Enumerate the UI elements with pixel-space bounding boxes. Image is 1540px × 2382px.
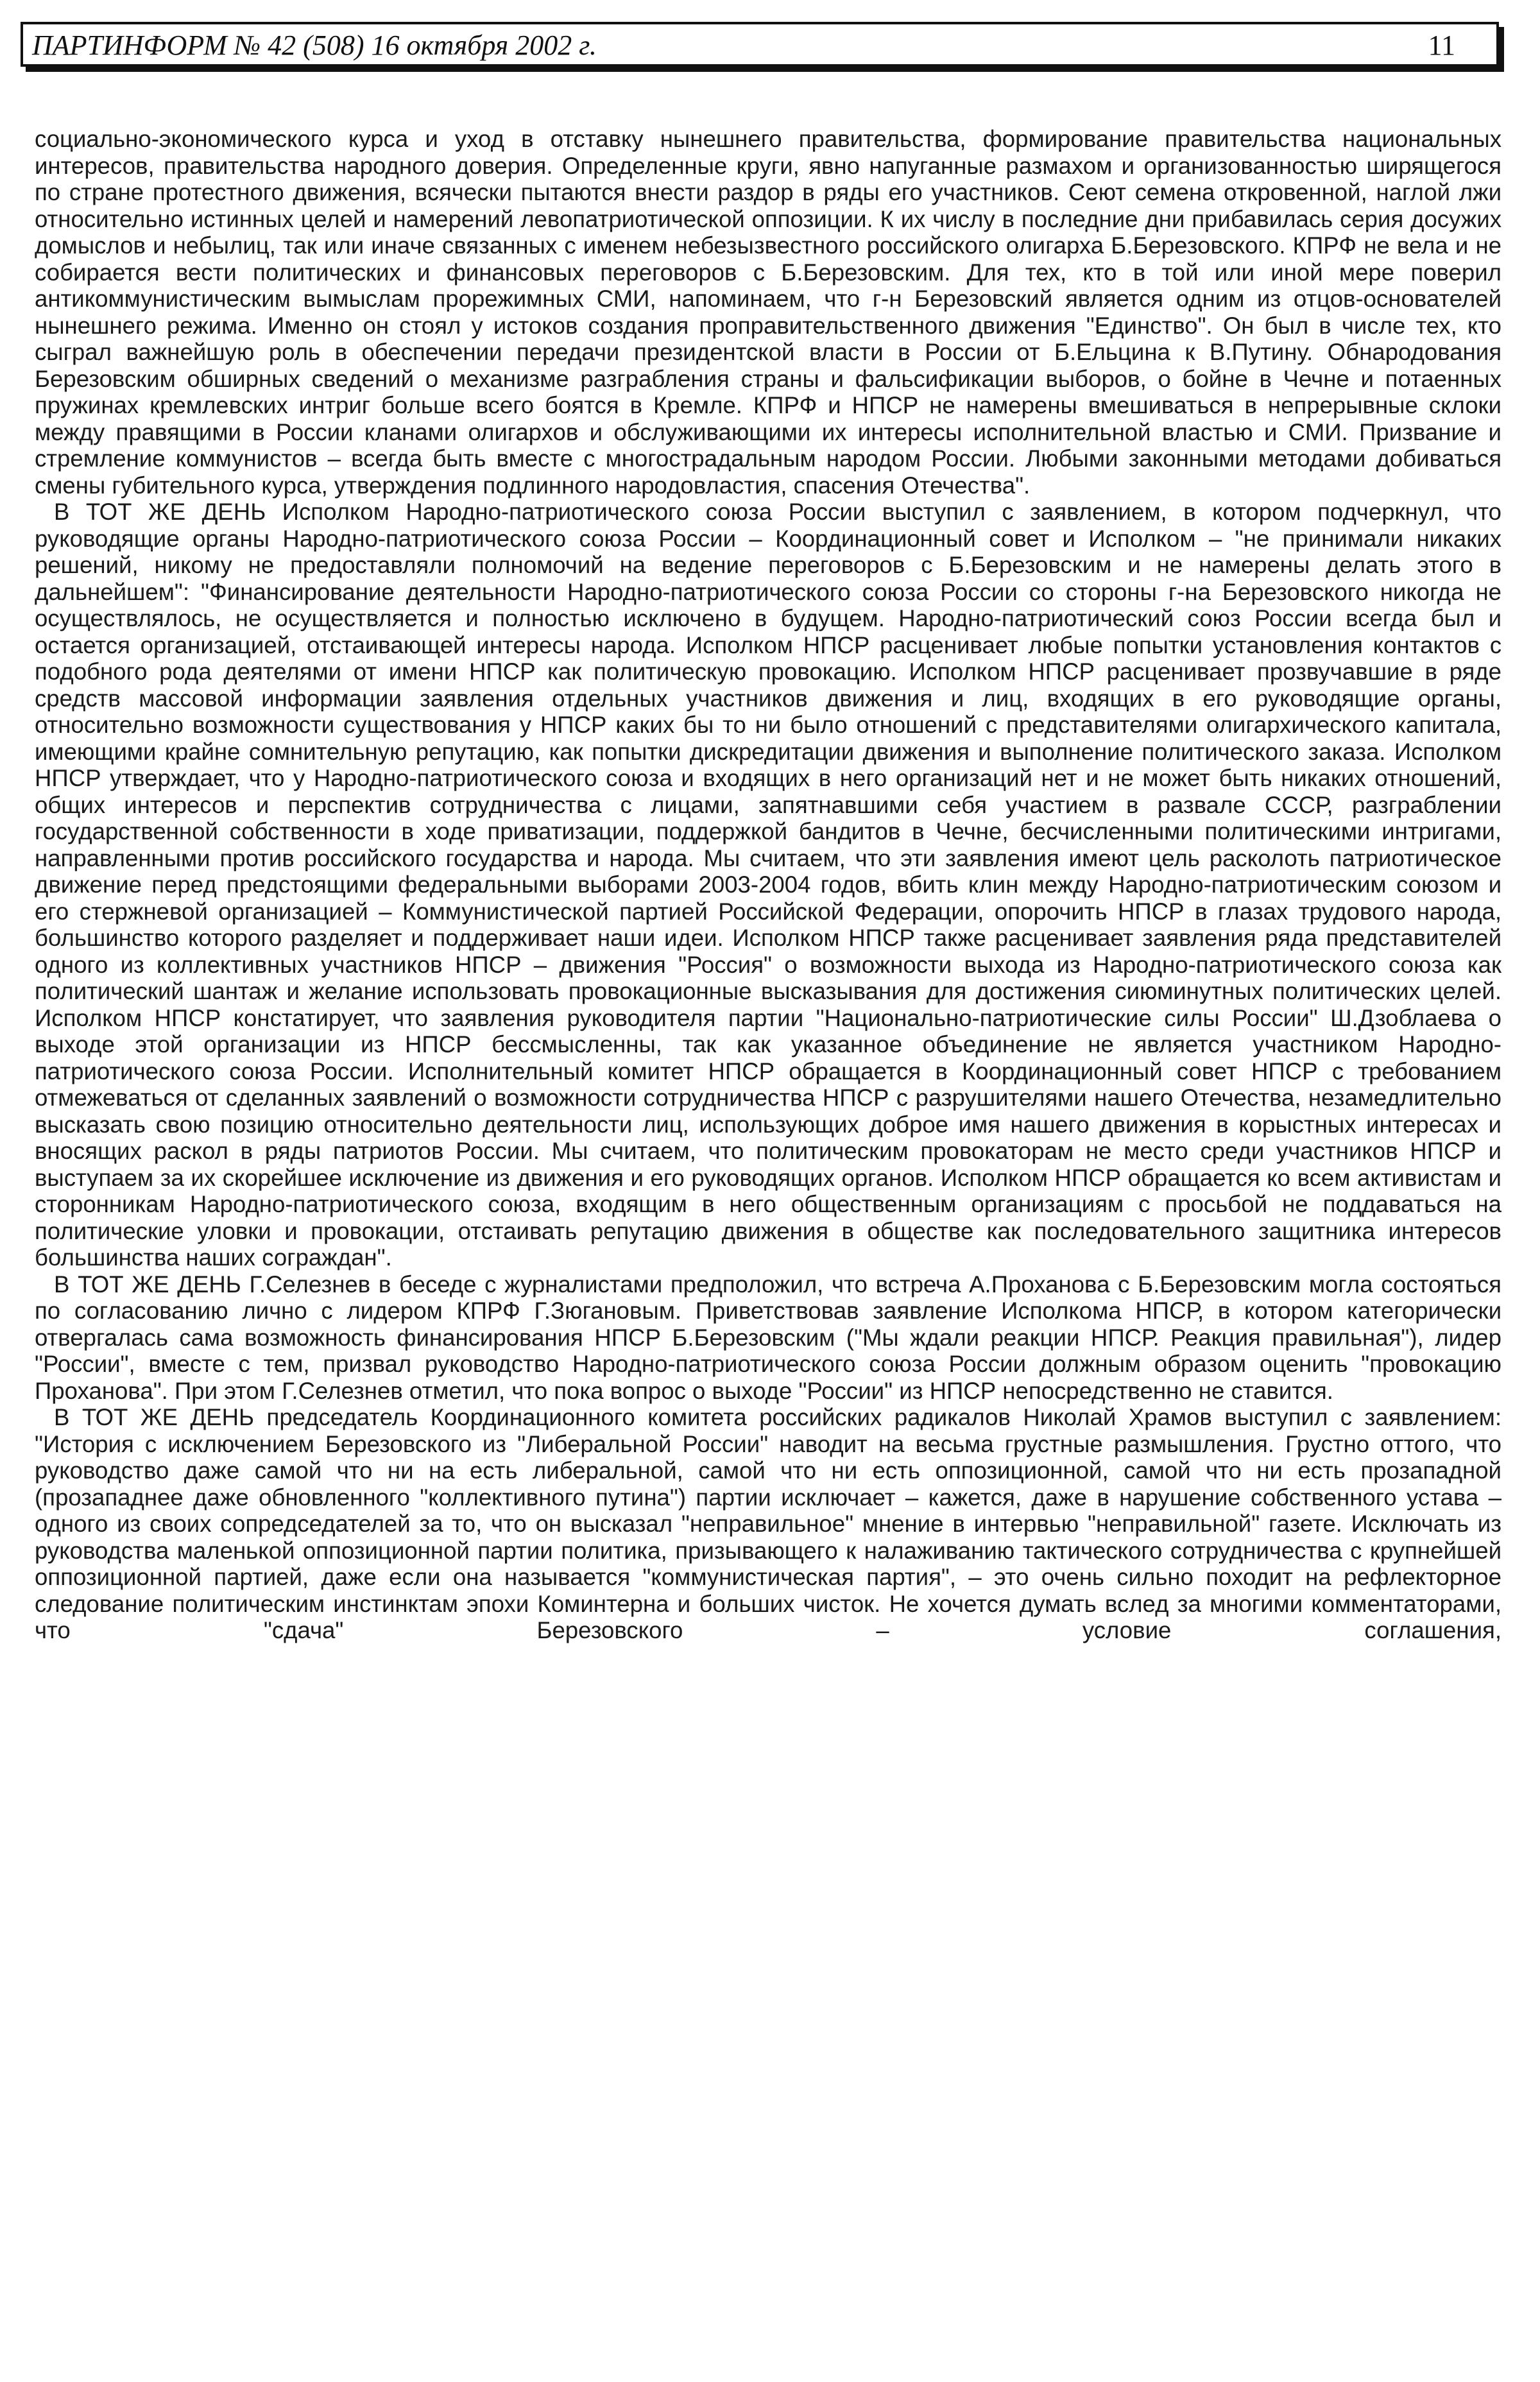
paragraph-seleznev: В ТОТ ЖЕ ДЕНЬ Г.Селезнев в беседе с журналистами предположил, что встреча А.Проханова с Б.Березовским могла состояться по согласованию лично с лидером КПРФ Г.Зюгановым. Приветствовав заявление Исполкома НПСР, в котором категорически отвергалась сама возможность финансирования НПСР Б.Березовским ("Мы ждали реакции НПСР. Реакция правильная"), лидер "России", вместе с тем, призвал руководство Народно-патриотического союза России должным образом оценить "провокацию Проханова". При этом Г.Селезнев отметил, что пока вопрос о выходе "России" из НПСР непосредственно не ставится. <box>35 1271 1502 1404</box>
publication-title: ПАРТИНФОРМ № 42 (508) 16 октября 2002 г. <box>32 30 597 61</box>
page-number: 11 <box>1428 30 1455 61</box>
article-body <box>35 126 1502 1644</box>
paragraph-npsr-statement: В ТОТ ЖЕ ДЕНЬ Исполком Народно-патриотического союза России выступил с заявлением, в котором подчеркнул, что руководящие органы Народно-патриотического союза России – Координационный совет и Исполком – "не принимали никаких решений, никому не предоставляли полномочий на ведение переговоров с Б.Березовским и не намерены делать этого в дальнейшем": "Финансирование деятельности Народно-патриотического союза России со стороны г-на Березовского никогда не осуществлялось, не осуществляется и полностью исключено в будущем. Народно-патриотический союз России всегда был и остается организацией, отстаивающей интересы народа. Исполком НПСР расценивает любые попытки установления контактов с подобного рода деятелями от имени НПСР как политическую провокацию. Исполком НПСР расценивает прозвучавшие в ряде средств массовой информации заявления отдельных участников движения и лиц, входящих в его руководящие органы, относительно возможности существования у НПСР каких бы то ни было отношений с представителями олигархического капитала, имеющими крайне сомнительную репутацию, как попытки дискредитации движения и выполнение политического заказа. Исполком НПСР утверждает, что у Народно-патриотического союза и входящих в него организаций нет и не может быть никаких отношений, общих интересов и перспектив сотрудничества с лицами, запятнавшими себя участием в развале СССР, разграблении государственной собственности в ходе приватизации, поддержкой бандитов в Чечне, бесчисленными политическими интригами, направленными против российского государства и народа. Мы считаем, что эти заявления имеют цель расколоть патриотическое движение перед предстоящими федеральными выборами 2003-2004 годов, вбить клин между Народно-патриотическим союзом и его стержневой организацией – Коммунистической партией Российской Федерации, опорочить НПСР в глазах трудового народа, большинство которого разделяет и поддерживает наши идеи. Исполком НПСР также расценивает заявления ряда представителей одного из коллективных участников НПСР – движения "Россия" о возможности выхода из Народно-патриотического союза как политический шантаж и желание использовать провокационные высказывания для достижения сиюминутных политических целей. Исполком НПСР констатирует, что заявления руководителя партии "Национально-патриотические силы России" Ш.Дзоблаева о выходе этой организации из НПСР бессмысленны, так как указанное объединение не является участником Народно-патриотического союза России. Исполнительный комитет НПСР обращается в Координационный совет НПСР с требованием отмежеваться от сделанных заявлений о возможности сотрудничества НПСР с разрушителями нашего Отечества, незамедлительно высказать свою позицию относительно деятельности лиц, использующих доброе имя нашего движения в корыстных интересах и вносящих раскол в ряды патриотов России. Мы считаем, что политическим провокаторам не место среди участников НПСР и выступаем за их скорейшее исключение из движения и его руководящих органов. Исполком НПСР обращается ко всем активистам и сторонникам Народно-патриотического союза, входящим в него общественным организациям с просьбой не поддаваться на политические уловки и провокации, отстаивать репутацию движения в обществе как последовательного защитника интересов большинства наших сограждан". <box>35 499 1502 1271</box>
paragraph-khramov: В ТОТ ЖЕ ДЕНЬ председатель Координационного комитета российских радикалов Николай Храмов выступил с заявлением: "История с исключением Березовского из "Либеральной России" наводит на весьма грустные размышления. Грустно оттого, что руководство даже самой что ни на есть либеральной, самой что ни есть оппозиционной, самой что ни есть прозападной (прозападнее даже обновленного "коллективного путина") партии исключает – кажется, даже в нарушение собственного устава – одного из своих сопредседателей за то, что он высказал "неправильное" мнение в интервью "неправильной" газете. Исключать из руководства маленькой оппозиционной партии политика, призывающего к налаживанию тактического сотрудничества с крупнейшей оппозиционной партией, даже если она называется "коммунистическая партия", – это очень сильно походит на рефлекторное следование политическим инстинктам эпохи Коминтерна и больших чисток. Не хочется думать вслед за многими комментаторами, что "сдача" Березовского – условие соглашения, <box>35 1404 1502 1643</box>
page-header <box>21 22 1499 67</box>
paragraph-intro-continued: социально-экономического курса и уход в отставку нынешнего правительства, формирование правительства национальных интересов, правительства народного доверия. Определенные круги, явно напуганные размахом и организованностью ширящегося по стране протестного движения, всячески пытаются внести раздор в ряды его участников. Сеют семена откровенной, наглой лжи относительно истинных целей и намерений левопатриотической оппозиции. К их числу в последние дни прибавилась серия досужих домыслов и небылиц, так или иначе связанных с именем небезызвестного российского олигарха Б.Березовского. КПРФ не вела и не собирается вести политических и финансовых переговоров с Б.Березовским. Для тех, кто в той или иной мере поверил антикоммунистическим вымыслам прорежимных СМИ, напоминаем, что г-н Березовский является одним из отцов-основателей нынешнего режима. Именно он стоял у истоков создания проправительственного движения "Единство". Он был в числе тех, кто сыграл важнейшую роль в обеспечении передачи президентской власти в России от Б.Ельцина к В.Путину. Обнародования Березовским обширных сведений о механизме разграбления страны и фальсификации выборов, о бойне в Чечне и потаенных пружинах кремлевских интриг больше всего боятся в Кремле. КПРФ и НПСР не намерены вмешиваться в непрерывные склоки между правящими в России кланами олигархов и обслуживающими их интересы исполнительной властью и СМИ. Призвание и стремление коммунистов – всегда быть вместе с многострадальным народом России. Любыми законными методами добиваться смены губительного курса, утверждения подлинного народовластия, спасения Отечества". <box>35 126 1502 499</box>
